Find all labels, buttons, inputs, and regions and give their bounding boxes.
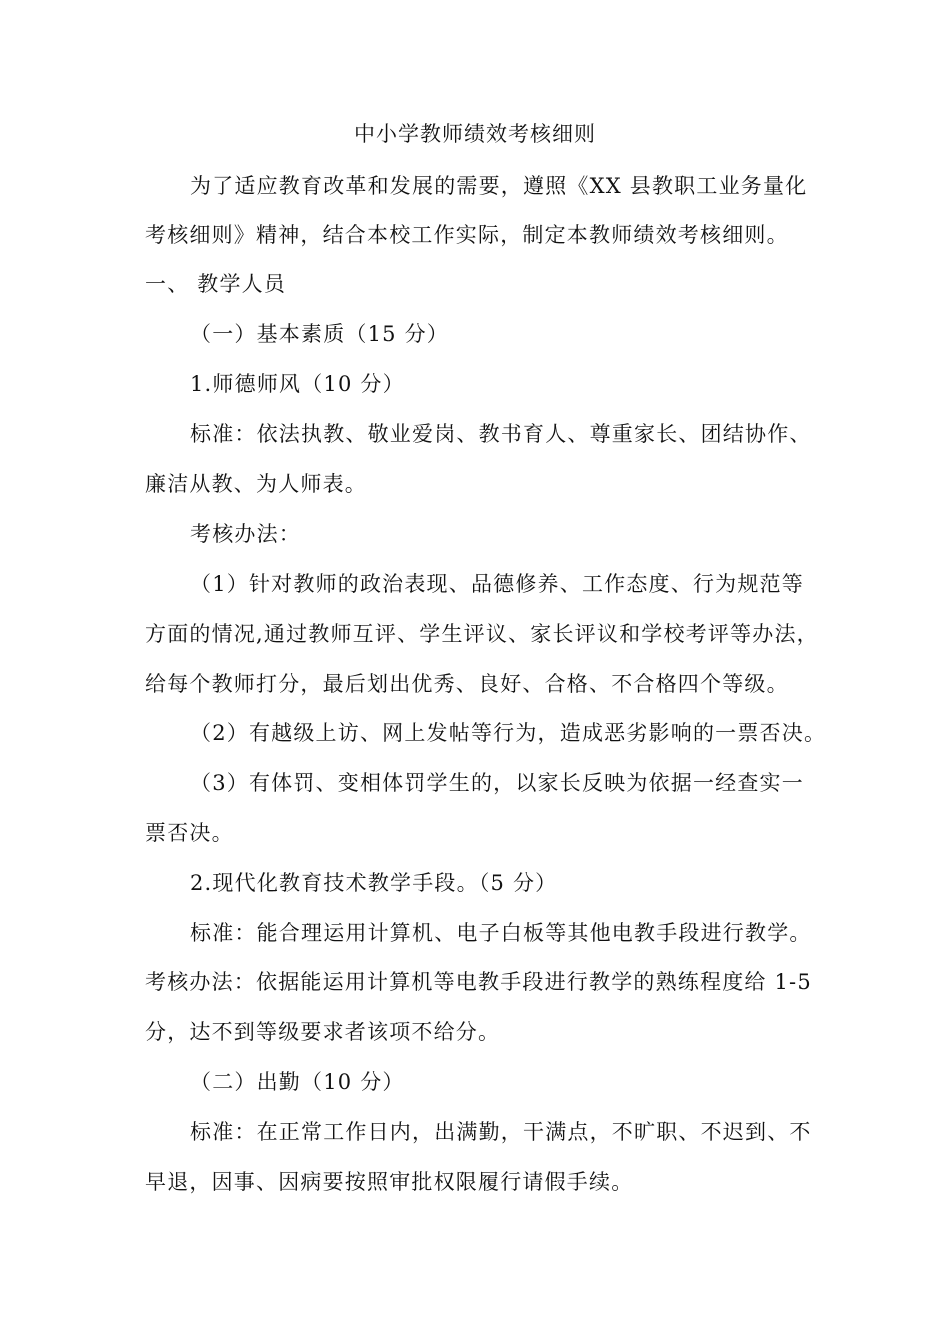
paragraph-line: 分，达不到等级要求者该项不给分。 <box>145 1020 501 1044</box>
paragraph-line: 考核办法： <box>190 522 301 546</box>
paragraph-line: 标准：在正常工作日内，出满勤，干满点，不旷职、不迟到、不 <box>190 1120 812 1144</box>
section-heading: 一、 教学人员 <box>145 272 287 296</box>
paragraph-line: 考核细则》精神，结合本校工作实际，制定本教师绩效考核细则。 <box>145 223 789 247</box>
paragraph-line: 标准：依法执教、敬业爱岗、教书育人、尊重家长、团结协作、 <box>190 422 812 446</box>
paragraph-line: 廉洁从教、为人师表。 <box>145 472 367 496</box>
paragraph-line: 标准：能合理运用计算机、电子白板等其他电教手段进行教学。 <box>190 921 812 945</box>
item-heading: 2.现代化教育技术教学手段。（5 分） <box>190 871 558 895</box>
paragraph-line: 考核办法：依据能运用计算机等电教手段进行教学的熟练程度给 1-5 <box>145 970 812 994</box>
paragraph-line: （3）有体罚、变相体罚学生的，以家长反映为依据一经查实一 <box>190 771 804 795</box>
paragraph-line: （1）针对教师的政治表现、品德修养、工作态度、行为规范等 <box>190 572 804 596</box>
paragraph-line: 为了适应教育改革和发展的需要，遵照《XX 县教职工业务量化 <box>190 174 808 198</box>
paragraph-line: 早退，因事、因病要按照审批权限履行请假手续。 <box>145 1170 634 1194</box>
subsection-heading: （二）出勤（10 分） <box>190 1070 405 1094</box>
item-heading: 1.师德师风（10 分） <box>190 372 405 396</box>
paragraph-line: 给每个教师打分，最后划出优秀、良好、合格、不合格四个等级。 <box>145 672 789 696</box>
paragraph-line: （2）有越级上访、网上发帖等行为，造成恶劣影响的一票否决。 <box>190 721 827 745</box>
paragraph-line: 票否决。 <box>145 821 234 845</box>
document-title: 中小学教师绩效考核细则 <box>354 122 596 146</box>
subsection-heading: （一）基本素质（15 分） <box>190 322 449 346</box>
paragraph-line: 方面的情况,通过教师互评、学生评议、家长评议和学校考评等办法， <box>145 622 819 646</box>
